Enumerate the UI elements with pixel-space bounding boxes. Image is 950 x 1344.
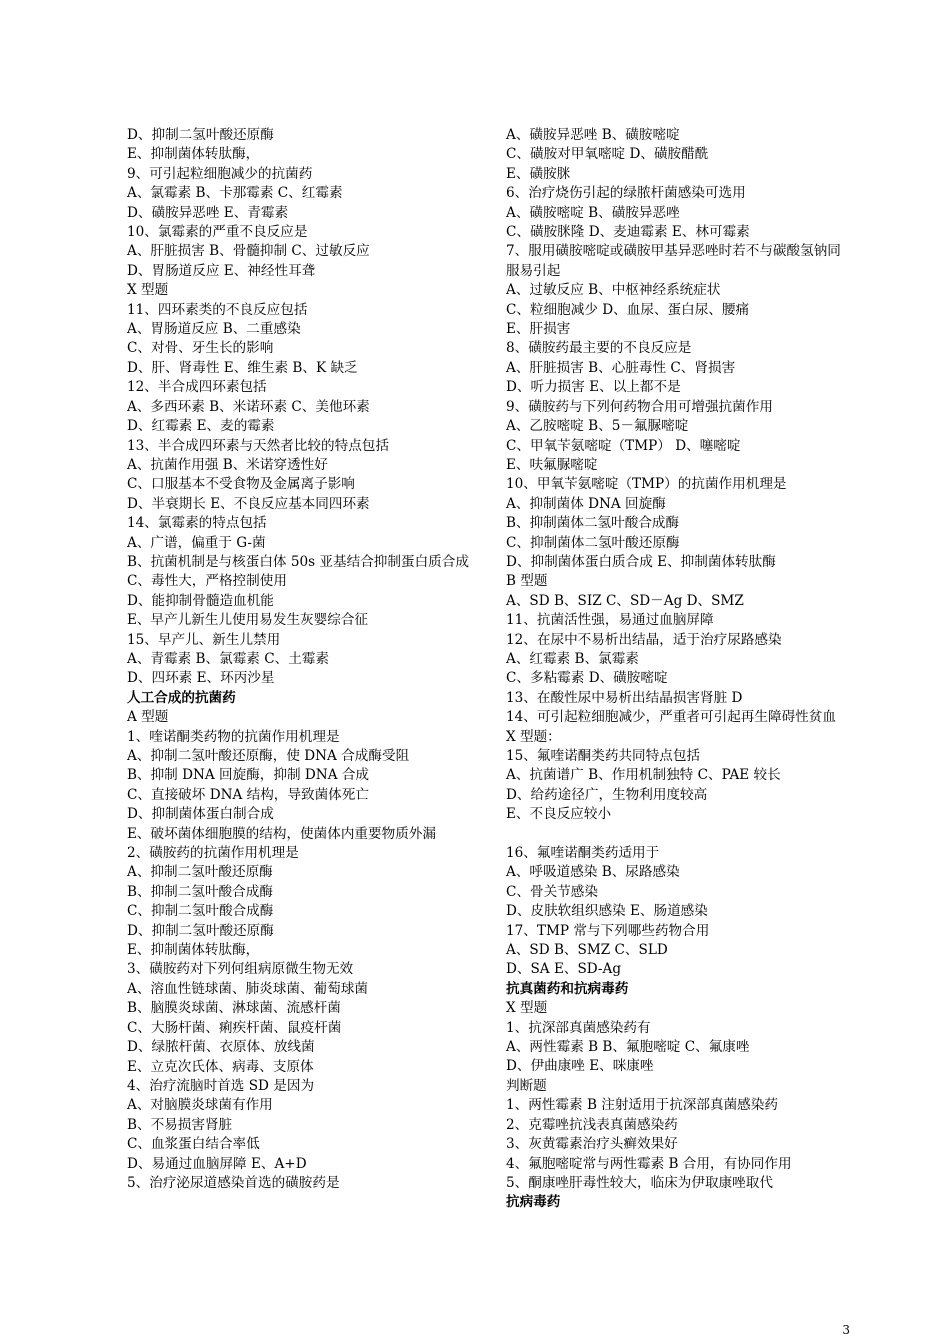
text-line: 14、可引起粒细胞减少，严重者可引起再生障碍性贫血 (506, 709, 836, 726)
text-line: D、皮肤软组织感染 E、肠道感染 (506, 903, 708, 920)
text-line: D、抑制二氢叶酸还原酶 (127, 922, 274, 939)
text-line: 1、抗深部真菌感染药有 (506, 1019, 651, 1036)
text-line: A、青霉素 B、氯霉素 C、土霉素 (127, 650, 329, 667)
text-line: 8、磺胺药最主要的不良反应是 (506, 340, 692, 357)
text-line: A、对脑膜炎球菌有作用 (127, 1097, 273, 1114)
section-heading: 抗真菌药和抗病毒药 (506, 980, 629, 997)
text-line: 16、氟喹诺酮类药适用于 (506, 845, 660, 862)
section-heading: 人工合成的抗菌药 (127, 689, 236, 706)
text-line: 10、氯霉素的严重不良反应是 (127, 224, 308, 241)
text-line: B、抑制二氢叶酸合成酶 (127, 883, 273, 900)
text-line: C、大肠杆菌、痢疾杆菌、鼠疫杆菌 (127, 1019, 342, 1036)
text-line: C、抑制二氢叶酸合成酶 (127, 903, 274, 920)
text-line: C、口服基本不受食物及金属离子影响 (127, 476, 355, 493)
text-line: 5、酮康唑肝毒性较大，临床为伊取康唑取代 (506, 1174, 773, 1191)
text-line: D、半衰期长 E、不良反应基本同四环素 (127, 495, 370, 512)
text-line: D、红霉素 E、麦的霉素 (127, 418, 275, 435)
text-line: 1、两性霉素 B 注射适用于抗深部真菌感染药 (506, 1097, 778, 1114)
text-line: 14、氯霉素的特点包括 (127, 515, 267, 532)
text-line: A、广谱，偏重于 G-菌 (127, 534, 266, 551)
text-line: E、呋氟脲嘧啶 (506, 456, 598, 473)
text-line: A、抑制二氢叶酸还原酶，使 DNA 合成酶受阻 (127, 748, 410, 764)
left-column (127, 126, 482, 1193)
page-number: 3 (842, 1323, 850, 1337)
text-line: C、甲氧苄氨嘧啶（TMP） D、噻嘧啶 (506, 437, 741, 454)
text-line: 9、可引起粒细胞减少的抗菌药 (127, 165, 313, 182)
text-line: D、肝、肾毒性 E、维生素 B、K 缺乏 (127, 359, 358, 376)
text-line: E、立克次氏体、病毒、支原体 (127, 1058, 314, 1075)
text-line: A 型题 (127, 709, 169, 726)
text-line: A、红霉素 B、氯霉素 (506, 650, 639, 667)
text-line: C、血浆蛋白结合率低 (127, 1136, 260, 1153)
text-line: 2、磺胺药的抗菌作用机理是 (127, 845, 299, 862)
text-line: C、抑制菌体二氢叶酸还原酶 (506, 534, 680, 551)
text-line: D、抑制菌体蛋白制合成 (127, 806, 274, 823)
text-line: A、肝脏损害 B、心脏毒性 C、肾损害 (506, 359, 736, 376)
text-line: A、两性霉素 B B、氟胞嘧啶 C、氟康唑 (506, 1039, 750, 1056)
text-line: A、抑制二氢叶酸还原酶 (127, 864, 273, 881)
text-line: 9、磺胺药与下列何药物合用可增强抗菌作用 (506, 398, 773, 415)
text-line: A、肝脏损害 B、骨髓抑制 C、过敏反应 (127, 243, 370, 260)
text-line: A、溶血性链球菌、肺炎球菌、葡萄球菌 (127, 980, 368, 997)
text-line: D、给药途径广，生物利用度较高 (506, 786, 708, 803)
text-line: D、易通过血脑屏障 E、A+D (127, 1155, 307, 1172)
text-line: 6、治疗烧伤引起的绿脓杆菌感染可选用 (506, 185, 746, 202)
right-column (506, 126, 851, 1213)
text-line: X 型题 (127, 282, 169, 299)
text-line: A、过敏反应 B、中枢神经系统症状 (506, 282, 721, 299)
text-line: 15、早产儿、新生儿禁用 (127, 631, 281, 648)
text-line: C、磺胺对甲氧嘧啶 D、磺胺醋酰 (506, 146, 709, 163)
text-line: E、不良反应较小 (506, 806, 612, 823)
text-line: D、绿脓杆菌、衣原体、放线菌 (127, 1039, 315, 1056)
text-line: C、磺胺脒隆 D、麦迪霉素 E、林可霉素 (506, 224, 750, 241)
text-line: 2、克霉唑抗浅表真菌感染药 (506, 1116, 678, 1133)
text-line: B、抑制 DNA 回旋酶，抑制 DNA 合成 (127, 767, 370, 784)
text-line: X 型题： (506, 728, 561, 745)
text-line: A、乙胺嘧啶 B、5－氟脲嘧啶 (506, 418, 689, 435)
text-line: 13、半合成四环素与天然者比较的特点包括 (127, 437, 389, 454)
text-line: C、骨关节感染 (506, 883, 598, 900)
text-line: 10、甲氧苄氨嘧啶（TMP）的抗菌作用机理是 (506, 476, 787, 493)
text-line: 15、氟喹诺酮类药共同特点包括 (506, 748, 701, 764)
text-line: A、呼吸道感染 B、尿路感染 (506, 864, 680, 881)
text-line: C、对骨、牙生长的影响 (127, 340, 274, 357)
text-line: E、抑制菌体转肽酶， (127, 942, 260, 959)
text-line: D、能抑制骨髓造血机能 (127, 592, 274, 609)
text-line: 4、治疗流脑时首选 SD 是因为 (127, 1077, 315, 1094)
text-line: A、氯霉素 B、卡那霉素 C、红霉素 (127, 185, 343, 202)
text-line: D、SA E、SD-Ag (506, 961, 622, 978)
text-line: B、不易损害肾脏 (127, 1116, 233, 1133)
text-line: A、SD B、SIZ C、SD－Ag D、SMZ (506, 592, 744, 609)
text-line: 判断题 (506, 1077, 547, 1094)
text-line: D、四环素 E、环丙沙星 (127, 670, 275, 687)
text-line: B 型题 (506, 573, 548, 590)
blank-line (506, 825, 851, 844)
text-line: D、抑制二氢叶酸还原酶 (127, 127, 274, 143)
text-line: 12、半合成四环素包括 (127, 379, 267, 396)
text-line: C、直接破坏 DNA 结构，导致菌体死亡 (127, 786, 369, 803)
text-line: 7、服用磺胺嘧啶或磺胺甲基异恶唑时若不与碳酸氢钠同服易引起 (506, 243, 841, 279)
text-line: 12、在尿中不易析出结晶，适于治疗尿路感染 (506, 631, 782, 648)
text-line: E、磺胺脒 (506, 165, 571, 182)
text-line: A、多西环素 B、米诺环素 C、美他环素 (127, 398, 370, 415)
text-line: B、抗菌机制是与核蛋白体 50s 亚基结合抑制蛋白质合成 (127, 553, 469, 570)
text-line: 3、磺胺药对下列何组病原微生物无效 (127, 961, 354, 978)
text-line: 11、四环素类的不良反应包括 (127, 301, 308, 318)
text-line: 4、氟胞嘧啶常与两性霉素 B 合用，有协同作用 (506, 1155, 792, 1172)
text-line: C、多粘霉素 D、磺胺嘧啶 (506, 670, 668, 687)
text-line: C、毒性大，严格控制使用 (127, 573, 287, 590)
text-line: E、肝损害 (506, 321, 571, 338)
text-line: C、粒细胞减少 D、血尿、蛋白尿、腰痛 (506, 301, 750, 318)
text-line: A、抗菌谱广 B、作用机制独特 C、PAE 较长 (506, 767, 781, 784)
text-line: 17、TMP 常与下列哪些药物合用 (506, 922, 710, 939)
text-line: D、抑制菌体蛋白质合成 E、抑制菌体转肽酶 (506, 553, 776, 570)
text-line: E、破坏菌体细胞膜的结构，使菌体内重要物质外漏 (127, 825, 436, 842)
text-line: E、早产儿新生儿使用易发生灰婴综合征 (127, 612, 369, 629)
text-line: A、抑制菌体 DNA 回旋酶 (506, 495, 666, 512)
text-line: 13、在酸性尿中易析出结晶损害肾脏 D (506, 689, 743, 706)
text-line: A、胃肠道反应 B、二重感染 (127, 321, 301, 338)
text-line: E、抑制菌体转肽酶， (127, 146, 260, 163)
text-line: B、脑膜炎球菌、淋球菌、流感杆菌 (127, 1000, 341, 1017)
text-line: 1、喹诺酮类药物的抗菌作用机理是 (127, 728, 340, 745)
text-line: 5、治疗泌尿道感染首选的磺胺药是 (127, 1174, 340, 1191)
text-line: 3、灰黄霉素治疗头癣效果好 (506, 1136, 678, 1153)
text-line: A、SD B、SMZ C、SLD (506, 942, 668, 959)
text-line: D、听力损害 E、以上都不是 (506, 379, 681, 396)
text-line: A、磺胺嘧啶 B、磺胺异恶唑 (506, 204, 680, 221)
section-heading: 抗病毒药 (506, 1194, 561, 1211)
text-line: B、抑制菌体二氢叶酸合成酶 (506, 515, 680, 532)
text-line: 11、抗菌活性强，易通过血脑屏障 (506, 612, 714, 629)
text-line: X 型题 (506, 1000, 548, 1017)
text-line: D、磺胺异恶唑 E、青霉素 (127, 204, 289, 221)
text-line: A、磺胺异恶唑 B、磺胺嘧啶 (506, 127, 680, 143)
text-line: D、胃肠道反应 E、神经性耳聋 (127, 262, 316, 279)
text-line: A、抗菌作用强 B、米诺穿透性好 (127, 456, 328, 473)
text-line: D、伊曲康唑 E、咪康唑 (506, 1058, 654, 1075)
